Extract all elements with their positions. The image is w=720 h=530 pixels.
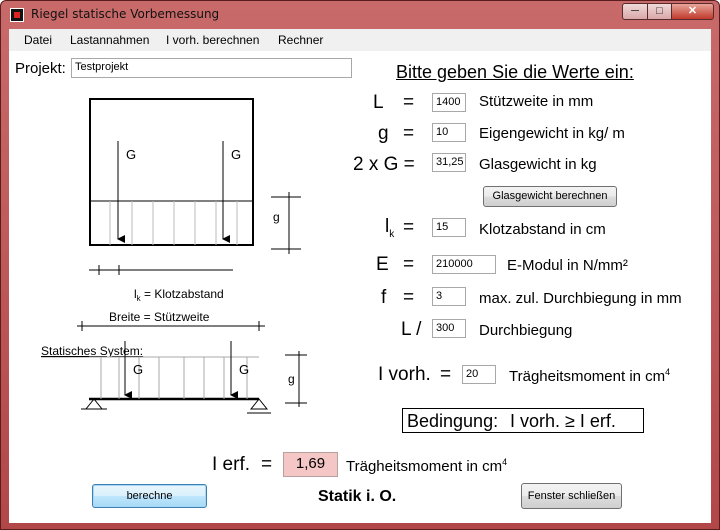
desc-stuetzweite: Stützweite in mm xyxy=(479,93,594,110)
menu-lastannahmen[interactable]: Lastannahmen xyxy=(70,33,150,47)
project-input[interactable]: Testprojekt xyxy=(71,58,352,78)
glasgewicht-berechnen-button[interactable]: Glasgewicht berechnen xyxy=(483,186,617,207)
lk-prefix: l xyxy=(134,287,137,301)
client-area xyxy=(9,29,711,523)
desc-i-vorh-sup: 4 xyxy=(665,367,671,377)
desc-i-vorh xyxy=(509,367,670,385)
close-window-button[interactable]: ✕ xyxy=(671,3,714,20)
eq-E: = xyxy=(403,254,415,275)
berechne-button[interactable]: berechne xyxy=(92,484,207,508)
height-label: g xyxy=(273,210,280,224)
lk-sub: k xyxy=(136,294,141,303)
status-text: Statik i. O. xyxy=(318,488,397,505)
input-durchbiegung-max[interactable]: 3 xyxy=(432,287,466,306)
symbol-lk-base: l xyxy=(385,216,390,237)
lk-label xyxy=(134,287,224,303)
title-bar[interactable] xyxy=(1,1,719,29)
menu-i-vorh-berechnen[interactable]: I vorh. berechnen xyxy=(166,33,260,47)
symbol-E: E xyxy=(376,254,389,275)
lk-text: = Klotzabstand xyxy=(140,287,224,301)
desc-klotzabstand: Klotzabstand in cm xyxy=(479,221,606,238)
frame-rect xyxy=(90,99,253,245)
eq-L: = xyxy=(403,92,415,113)
condition-box xyxy=(402,408,644,433)
input-durchbiegung[interactable]: 300 xyxy=(432,319,466,338)
symbol-L-ratio: L / xyxy=(401,319,422,340)
input-glasgewicht[interactable]: 31,25 xyxy=(432,153,466,172)
input-klotzabstand[interactable]: 15 xyxy=(432,218,466,237)
eq-i-vorh: = xyxy=(440,364,452,385)
support-left xyxy=(86,399,102,409)
symbol-L: L xyxy=(373,92,384,113)
symbol-i-vorh: I vorh. xyxy=(378,364,431,385)
result-i-erf: 1,69 xyxy=(283,452,338,477)
condition-label: Bedingung: xyxy=(407,411,499,431)
load-label-left: G xyxy=(126,147,137,162)
static-system-diagram xyxy=(59,329,319,429)
system-load-left: G xyxy=(133,362,144,377)
project-label: Projekt: xyxy=(15,60,66,77)
desc-i-erf xyxy=(346,457,507,475)
condition-text: I vorh. ≥ I erf. xyxy=(510,411,616,431)
load-label-right: G xyxy=(231,147,242,162)
eq-i-erf: = xyxy=(261,454,273,475)
app-icon xyxy=(10,8,24,22)
symbol-lk-sub: k xyxy=(389,228,395,240)
maximize-button[interactable]: □ xyxy=(647,3,672,20)
system-height-label: g xyxy=(288,372,295,386)
symbol-f: f xyxy=(381,287,387,308)
eq-lk: = xyxy=(403,217,415,238)
desc-durchbiegung: Durchbiegung xyxy=(479,322,573,339)
desc-i-erf-text: Trägheitsmoment in cm xyxy=(346,458,503,475)
minimize-button[interactable]: ─ xyxy=(622,3,648,20)
menu-rechner[interactable]: Rechner xyxy=(278,33,324,47)
input-eigengewicht[interactable]: 10 xyxy=(432,123,466,142)
desc-glasgewicht: Glasgewicht in kg xyxy=(479,156,597,173)
desc-e-modul: E-Modul in N/mm² xyxy=(507,257,628,274)
input-stuetzweite[interactable]: 1400 xyxy=(432,93,466,112)
support-right xyxy=(251,399,267,409)
form-heading: Bitte geben Sie die Werte ein: xyxy=(396,62,634,82)
desc-i-vorh-text: Trägheitsmoment in cm xyxy=(509,368,666,385)
input-i-vorh[interactable]: 20 xyxy=(462,365,496,384)
desc-durchbiegung-max: max. zul. Durchbiegung in mm xyxy=(479,290,682,307)
desc-eigengewicht: Eigengewicht in kg/ m xyxy=(479,125,625,142)
menu-bar xyxy=(9,29,711,51)
system-load-right: G xyxy=(239,362,250,377)
cross-section-diagram xyxy=(9,79,359,369)
window-title: Riegel statische Vorbemessung xyxy=(31,7,220,21)
symbol-2xG: 2 x G = xyxy=(353,154,415,175)
span-label: Breite = Stützweite xyxy=(109,310,210,324)
desc-i-erf-sup: 4 xyxy=(502,457,508,467)
input-e-modul[interactable]: 210000 xyxy=(432,255,496,274)
system-title: Statisches System: xyxy=(41,344,144,358)
symbol-g: g xyxy=(378,123,389,144)
eq-g: = xyxy=(403,123,415,144)
symbol-i-erf: I erf. xyxy=(212,454,251,475)
fenster-schliessen-button[interactable]: Fenster schließen xyxy=(521,483,622,509)
symbol-lk xyxy=(385,216,394,240)
menu-datei[interactable]: Datei xyxy=(24,33,53,47)
eq-f: = xyxy=(403,287,415,308)
